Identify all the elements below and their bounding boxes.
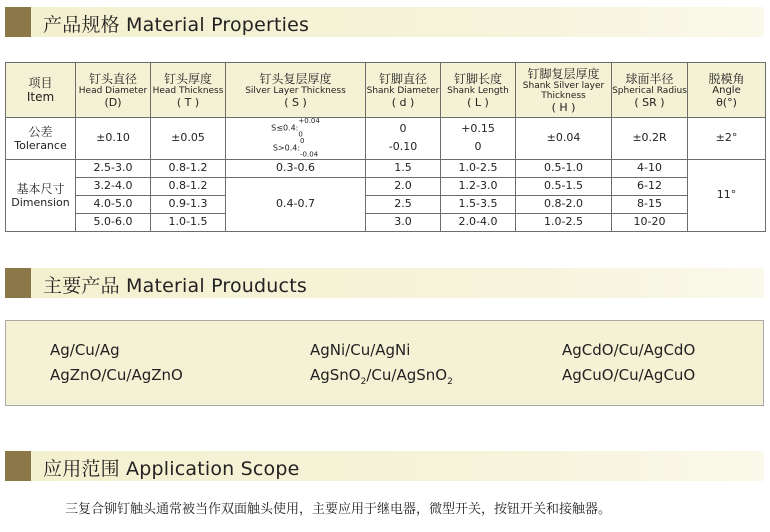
dim-cell-d-shank: 2.5 <box>366 195 441 213</box>
dim-cell-sr: 6-12 <box>612 177 688 195</box>
dim-cell-d-head: 3.2-4.0 <box>76 177 151 195</box>
header-shank-length: 钉脚长度 Shank Length ( L ) <box>441 63 516 118</box>
header-head-diameter: 钉头直径 Head Diameter (D) <box>76 63 151 118</box>
table-row <box>6 213 766 231</box>
tolerance-l: +0.15 0 <box>441 118 516 160</box>
dim-cell-h: 0.8-2.0 <box>516 195 612 213</box>
dim-cell-l: 1.0-2.5 <box>441 159 516 177</box>
dim-cell-angle: 11° <box>688 159 766 231</box>
dim-cell-t: 0.8-1.2 <box>151 177 226 195</box>
product-item: AgCdO/Cu/AgCdO <box>562 341 696 359</box>
dim-cell-d-head: 5.0-6.0 <box>76 213 151 231</box>
scope-section-header <box>5 451 764 481</box>
table-row <box>6 159 766 177</box>
dim-cell-sr: 4-10 <box>612 159 688 177</box>
dim-cell-s: 0.3-0.6 <box>226 159 366 177</box>
tolerance-h: ±0.04 <box>516 118 612 160</box>
table-header-row <box>6 63 766 118</box>
product-item: AgCuO/Cu/AgCuO <box>562 366 696 384</box>
material-properties-table <box>5 62 766 232</box>
dim-cell-d-head: 4.0-5.0 <box>76 195 151 213</box>
products-section-header <box>5 268 764 298</box>
dim-cell-t: 1.0-1.5 <box>151 213 226 231</box>
tolerance-row <box>6 118 766 160</box>
dim-cell-d-shank: 3.0 <box>366 213 441 231</box>
properties-title: 产品规格 Material Properties <box>43 14 310 36</box>
dim-cell-h: 1.0-2.5 <box>516 213 612 231</box>
product-item: AgZnO/Cu/AgZnO <box>50 366 183 384</box>
tolerance-angle: ±2° <box>688 118 766 160</box>
dim-cell-sr: 10-20 <box>612 213 688 231</box>
dim-cell-s: 0.4-0.7 <box>226 177 366 231</box>
section-marker <box>5 451 31 481</box>
tolerance-t: ±0.05 <box>151 118 226 160</box>
scope-text: 三复合铆钉触头通常被当作双面触头使用，主要应用于继电器，微型开关，按钮开关和接触器。 <box>65 502 612 517</box>
header-item: 项目 Item <box>6 63 76 118</box>
product-item: Ag/Cu/Ag <box>50 341 120 359</box>
dim-cell-d-shank: 2.0 <box>366 177 441 195</box>
product-item: AgNi/Cu/AgNi <box>310 341 411 359</box>
product-item: AgSnO$_2$/Cu/AgSnO$_2$ <box>310 366 453 387</box>
dim-cell-d-head: 2.5-3.0 <box>76 159 151 177</box>
dim-cell-t: 0.8-1.2 <box>151 159 226 177</box>
header-head-thickness: 钉头厚度 Head Thickness ( T ) <box>151 63 226 118</box>
section-marker <box>5 7 31 37</box>
header-shank-silver-thickness: 钉脚复层厚度 Shank Silver layer Thickness ( H ) <box>516 63 612 118</box>
dim-cell-h: 0.5-1.0 <box>516 159 612 177</box>
products-title: 主要产品 Material Prouducts <box>43 275 307 297</box>
dim-cell-l: 1.5-3.5 <box>441 195 516 213</box>
dim-cell-d-shank: 1.5 <box>366 159 441 177</box>
tolerance-d-head: ±0.10 <box>76 118 151 160</box>
products-box <box>5 320 764 406</box>
tolerance-s: S≤0.4:$^{+0.04}$ $_0$ S>0.4:$^0$ $_{-0.04}$ <box>226 118 366 160</box>
header-shank-diameter: 钉脚直径 Shank Diameter ( d ) <box>366 63 441 118</box>
header-spherical-radius: 球面半径 Spherical Radius ( SR ) <box>612 63 688 118</box>
tolerance-sr: ±0.2R <box>612 118 688 160</box>
dim-cell-t: 0.9-1.3 <box>151 195 226 213</box>
dimension-label: 基本尺寸 Dimension <box>6 159 76 231</box>
section-marker <box>5 268 31 298</box>
header-angle: 脱模角 Angle θ(°) <box>688 63 766 118</box>
dim-cell-l: 2.0-4.0 <box>441 213 516 231</box>
dim-cell-l: 1.2-3.0 <box>441 177 516 195</box>
header-silver-layer-thickness: 钉头复层厚度 Silver Layer Thickness ( S ) <box>226 63 366 118</box>
tolerance-d-shank: 0 -0.10 <box>366 118 441 160</box>
table-row <box>6 195 766 213</box>
properties-section-header <box>5 7 764 37</box>
scope-title: 应用范围 Application Scope <box>43 458 300 480</box>
dim-cell-sr: 8-15 <box>612 195 688 213</box>
tolerance-label: 公差 Tolerance <box>6 118 76 160</box>
dim-cell-h: 0.5-1.5 <box>516 177 612 195</box>
table-row <box>6 177 766 195</box>
